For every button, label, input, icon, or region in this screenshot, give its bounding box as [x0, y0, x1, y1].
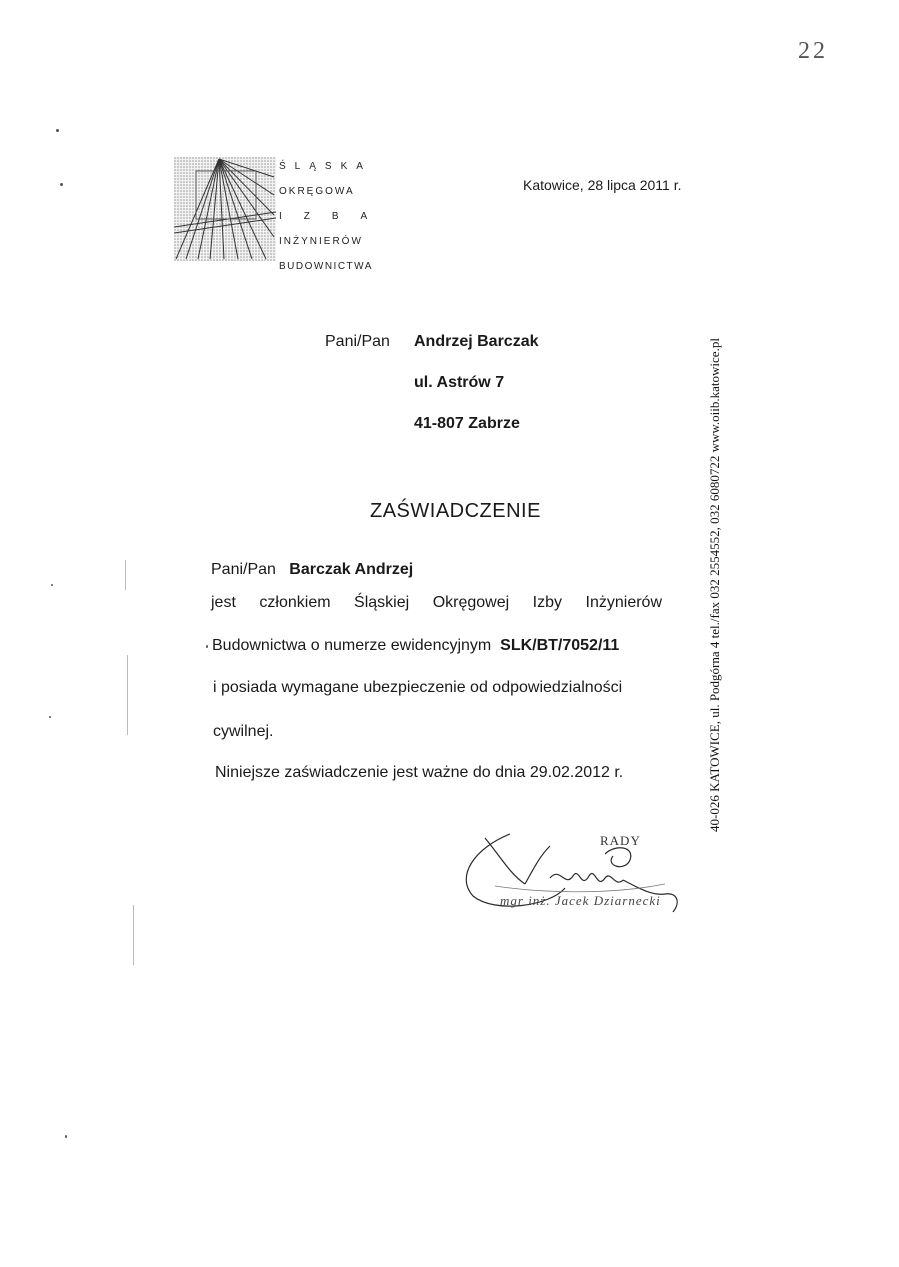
membership-word: Śląskiej	[354, 594, 410, 611]
recipient-name: Andrzej Barczak	[414, 333, 539, 350]
scan-speck	[65, 1135, 67, 1138]
chamber-logo	[174, 157, 276, 261]
scan-speck	[60, 183, 63, 186]
registration-number: SLK/BT/7052/11	[500, 637, 620, 654]
org-line-5: BUDOWNICTWA	[279, 261, 373, 272]
validity-line: Niniejsze zaświadczenie jest ważne do dnia 29.02.2012 r.	[215, 764, 624, 781]
document-title: ZAŚWIADCZENIE	[370, 500, 541, 522]
scan-edge-line	[125, 560, 126, 590]
scan-speck	[49, 716, 51, 718]
insurance-line: i posiada wymagane ubezpieczenie od odpowiedzialności	[213, 679, 623, 696]
org-line-2: OKRĘGOWA	[279, 186, 355, 197]
org-line-1: ŚLĄSKA	[279, 161, 372, 172]
stamp-header: RADY	[600, 833, 641, 848]
scan-speck	[56, 129, 59, 132]
membership-word: Okręgowej	[432, 594, 510, 611]
registration-line	[212, 637, 619, 655]
document-date: Katowice, 28 lipca 2011 r.	[523, 177, 682, 193]
recipient-street: ul. Astrów 7	[414, 374, 505, 391]
scan-speck	[206, 645, 208, 648]
membership-line	[211, 594, 662, 612]
scan-edge-line	[127, 655, 128, 735]
holder-line	[211, 561, 413, 579]
scan-speck	[51, 584, 53, 586]
holder-name: Barczak Andrzej	[289, 561, 414, 578]
chamber-name	[279, 154, 389, 279]
page-number: 22	[798, 38, 828, 64]
membership-word: jest	[211, 594, 236, 611]
recipient-salutation: Pani/Pan	[325, 333, 390, 350]
stamp-name: mgr inż. Jacek Dziarnecki	[500, 893, 661, 908]
org-line-3: IZBA	[279, 211, 390, 222]
holder-salutation: Pani/Pan	[211, 561, 276, 578]
membership-word: Inżynierów	[585, 594, 662, 611]
registration-label: Budownictwa o numerze ewidencyjnym	[212, 637, 492, 654]
side-address: 40-026 KATOWICE, ul. Podgórna 4 tel./fax 032 2554552, 032 6080722 www.oiib.katowice.pl	[707, 338, 722, 832]
membership-word: członkiem	[259, 594, 331, 611]
scan-edge-line	[133, 905, 134, 965]
org-line-4: INŻYNIERÓW	[279, 236, 363, 247]
insurance-line-end: cywilnej.	[213, 723, 274, 740]
membership-word: Izby	[532, 594, 563, 611]
recipient-city: 41-807 Zabrze	[414, 415, 520, 432]
